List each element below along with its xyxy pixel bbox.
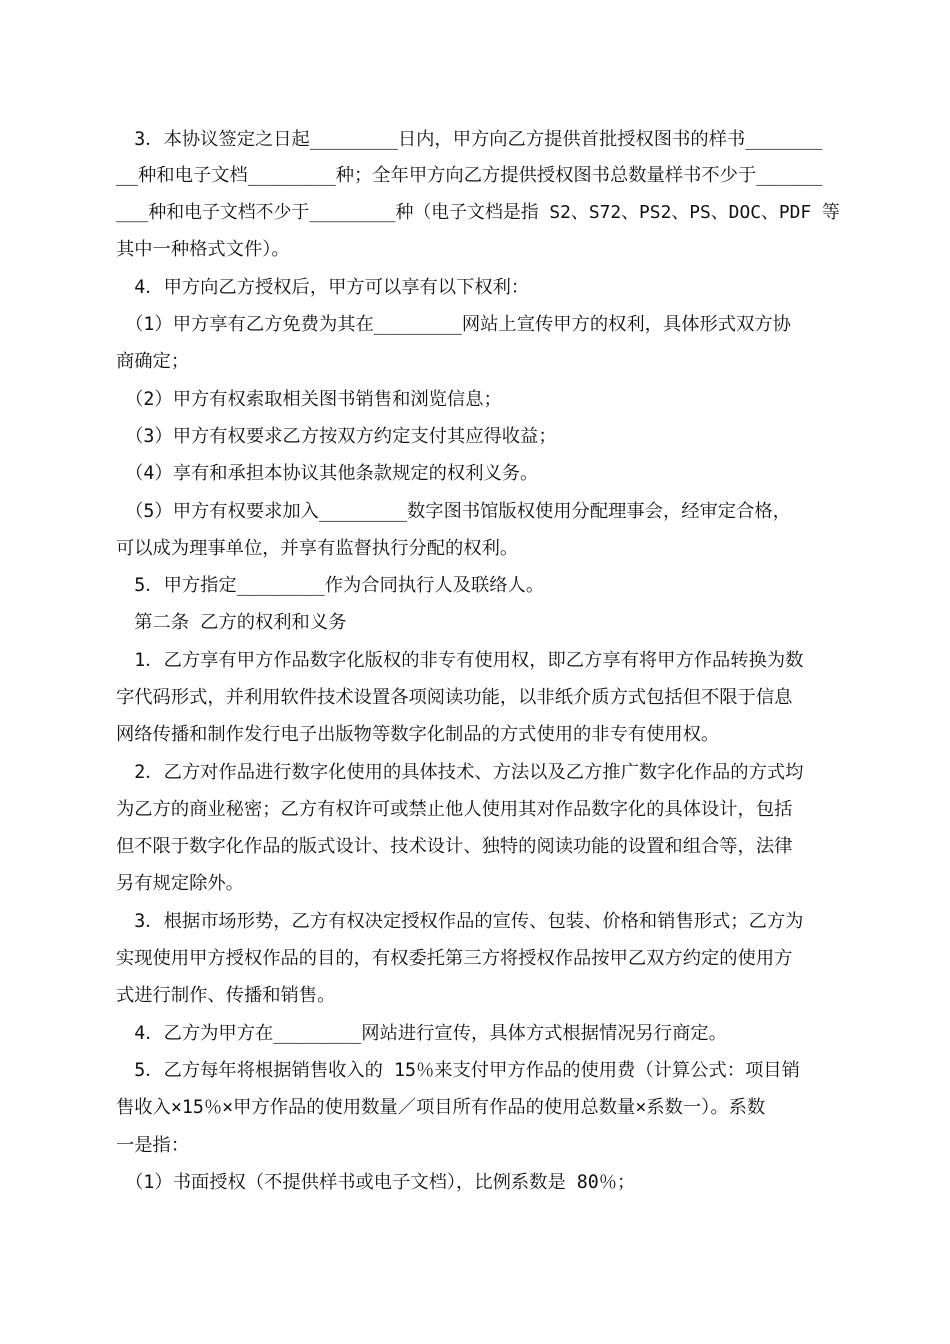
text-line: （1）书面授权（不提供样书或电子文档），比例系数是 80％； <box>116 1172 636 1193</box>
text-line: （1）甲方享有乙方免费为其在________网站上宣传甲方的权利，具体形式双方协 <box>116 314 791 335</box>
text-line: 字代码形式，并利用软件技术设置各项阅读功能，以非纸介质方式包括但不限于信息 <box>116 687 793 708</box>
text-line: 一是指： <box>116 1135 190 1156</box>
text-line: 4．甲方向乙方授权后，甲方可以享有以下权利： <box>116 277 530 298</box>
text-line: （4）享有和承担本协议其他条款规定的权利义务。 <box>116 463 539 484</box>
text-line: 式进行制作、传播和销售。 <box>116 985 336 1006</box>
text-line: 3．根据市场形势，乙方有权决定授权作品的宣传、包装、价格和销售形式；乙方为 <box>116 911 804 932</box>
text-line: （2）甲方有权索取相关图书销售和浏览信息； <box>116 389 502 410</box>
text-line: __种和电子文档________种；全年甲方向乙方提供授权图书总数量样书不少于______ <box>116 165 823 186</box>
text-line: 商确定； <box>116 351 190 372</box>
text-line: 为乙方的商业秘密；乙方有权许可或禁止他人使用其对作品数字化的具体设计，包括 <box>116 799 793 820</box>
text-line: 2．乙方对作品进行数字化使用的具体技术、方法以及乙方推广数字化作品的方式均 <box>116 762 804 783</box>
text-line: 可以成为理事单位，并享有监督执行分配的权利。 <box>116 538 519 559</box>
text-line: 5．甲方指定________作为合同执行人及联络人。 <box>116 575 545 596</box>
text-line: 实现使用甲方授权作品的目的，有权委托第三方将授权作品按甲乙双方约定的使用方 <box>116 948 793 969</box>
text-line: 其中一种格式文件）。 <box>116 239 290 260</box>
text-line: 3．本协议签定之日起________日内，甲方向乙方提供首批授权图书的样书_______ <box>116 129 823 150</box>
text-line: 但不限于数字化作品的版式设计、技术设计、独特的阅读功能的设置和组合等，法律 <box>116 836 793 857</box>
text-line: 4．乙方为甲方在________网站进行宣传，具体方式根据情况另行商定。 <box>116 1023 727 1044</box>
text-line: 网络传播和制作发行电子出版物等数字化制品的方式使用的非专有使用权。 <box>116 724 720 745</box>
text-line: 5．乙方每年将根据销售收入的 15％来支付甲方作品的使用费（计算公式：项目销 <box>116 1060 800 1081</box>
text-line: 1．乙方享有甲方作品数字化版权的非专有使用权，即乙方享有将甲方作品转换为数 <box>116 650 804 671</box>
text-line: （5）甲方有权要求加入________数字图书馆版权使用分配理事会，经审定合格， <box>116 501 791 522</box>
text-line: 售收入×15％×甲方作品的使用数量／项目所有作品的使用总数量×系数一）。系数 <box>116 1097 766 1118</box>
text-line: 另有规定除外。 <box>116 873 244 894</box>
section-heading: 第二条 乙方的权利和义务 <box>116 612 347 633</box>
text-line: （3）甲方有权要求乙方按双方约定支付其应得收益； <box>116 426 557 447</box>
text-line: ___种和电子文档不少于________种（电子文档是指 S2、S72、PS2、PS、DOC、PDF 等 <box>116 202 840 223</box>
